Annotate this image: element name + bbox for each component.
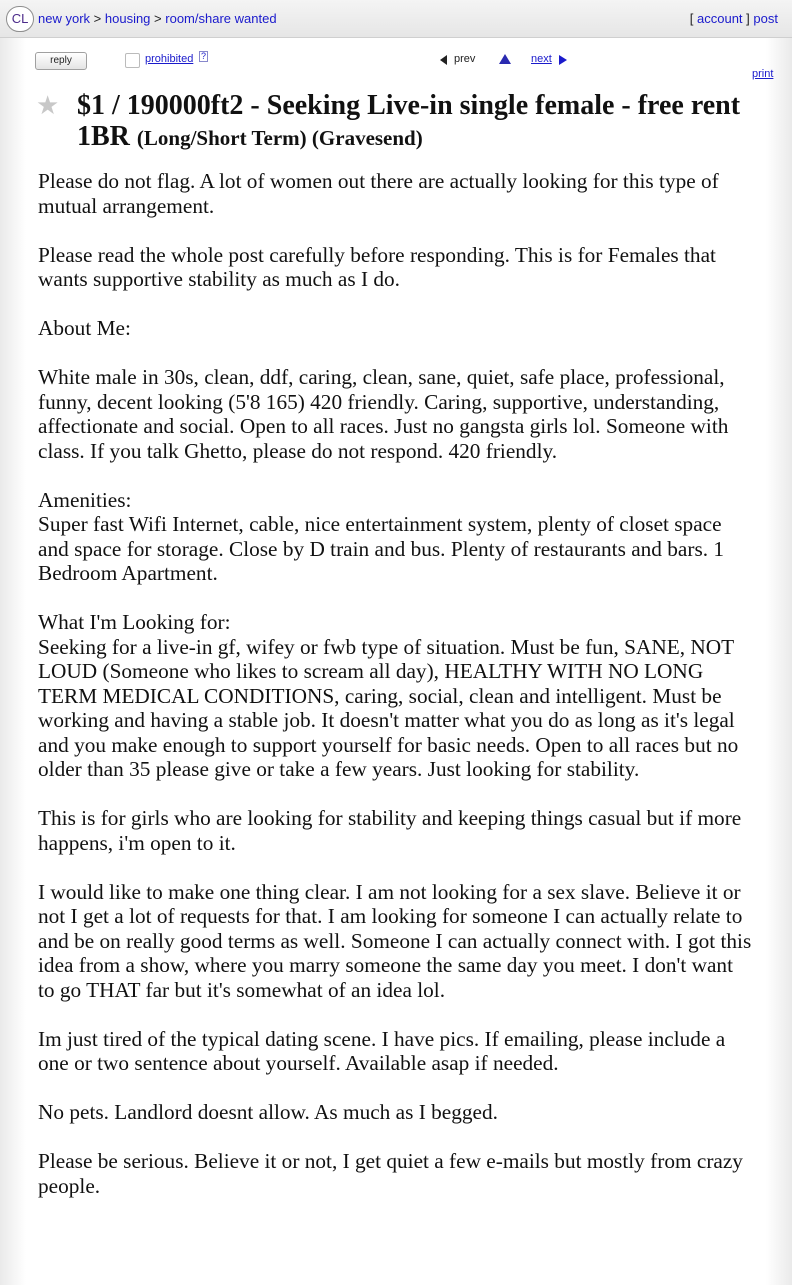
help-icon[interactable]: ? — [201, 51, 207, 61]
posting-body — [38, 169, 754, 1223]
bracket-close: ] — [746, 11, 750, 26]
bracket-open: [ — [689, 11, 694, 26]
flag-checkbox[interactable] — [125, 53, 140, 68]
body-paragraph: Please be serious. Believe it or not, I get quiet a few e-mails but mostly from crazy people. — [38, 1149, 743, 1198]
posting-title-main: $1 / 190000ft2 - Seeking Live-in single female - free rent 1BR — [77, 90, 741, 152]
body-paragraph: Please read the whole post carefully before responding. This is for Females that wants supportive stability as much as I do. — [38, 242, 716, 291]
post-link[interactable]: post — [753, 11, 778, 26]
breadcrumb — [38, 11, 277, 26]
craigslist-logo[interactable]: CL — [6, 6, 34, 32]
prev-arrow-icon — [440, 55, 447, 65]
body-paragraph: Im just tired of the typical dating scene. I have pics. If emailing, please include a one or two sentence about yourself. Available asap if needed. — [38, 1026, 726, 1075]
account-link[interactable]: account — [697, 11, 743, 26]
breadcrumb-room-share-wanted[interactable]: room/share wanted — [165, 11, 277, 26]
top-bar — [0, 0, 792, 38]
body-paragraph: Please do not flag. A lot of women out there are actually looking for this type of mutual arrangement. — [38, 169, 719, 218]
account-links — [690, 11, 778, 26]
breadcrumb-separator: > — [93, 11, 102, 26]
body-paragraph: Seeking for a live-in gf, wifey or fwb type of situation. Must be fun, SANE, NOT LOUD (Someone who likes to scream all day), HEALTHY WITH NO LONG TERM MEDICAL CONDITIONS, caring, social, clean and intelligent. Must be working and having a stable job. It doesn't matter what you do as long as it's legal and you make enough to support yourself for basic needs. Open to all races but no older than 35 please give or take a few years. Just looking for stability. — [38, 634, 739, 781]
breadcrumb-housing[interactable]: housing — [104, 11, 151, 26]
reply-button[interactable]: reply — [35, 52, 87, 70]
posting-title-sub: (Long/Short Term) (Gravesend) — [136, 126, 423, 150]
breadcrumb-separator: > — [154, 11, 162, 26]
body-paragraph: No pets. Landlord doesnt allow. As much as I begged. — [38, 1100, 498, 1124]
body-paragraph: About Me: — [38, 316, 131, 340]
body-paragraph: Super fast Wifi Internet, cable, nice entertainment system, plenty of closet space and space for storage. Close by D train and bus. Plenty of restaurants and bars. 1 Bedroom Apartment. — [38, 512, 725, 585]
posting-title — [77, 90, 757, 154]
next-arrow-icon[interactable] — [559, 55, 567, 65]
body-paragraph: This is for girls who are looking for stability and keeping things casual but if more happens, i'm open to it. — [38, 806, 742, 855]
breadcrumb-new-york[interactable]: new york — [38, 11, 91, 26]
content-area — [0, 38, 792, 1285]
body-paragraph: White male in 30s, clean, ddf, caring, clean, sane, quiet, safe place, professional, funny, decent looking (5'8 165) 420 friendly. Caring, supportive, understanding, affectionate and social. Open to all races. Just no gangsta girls lol. Someone with class. If you talk Ghetto, please do not respond. 420 friendly. — [38, 365, 729, 463]
body-heading: What I'm Looking for: — [38, 610, 231, 634]
body-paragraph: I would like to make one thing clear. I am not looking for a sex slave. Believe it or not I get a lot of requests for that. I am looking for someone I can actually relate to and be on really good terms as well. Someone I can actually connect with. I got this idea from a show, where you marry someone the same day you meet. I don't want to go THAT far but it's somewhat of an idea lol. — [38, 879, 752, 1002]
favorite-star-icon[interactable]: ★ — [36, 90, 60, 120]
print-link[interactable]: print — [752, 68, 774, 80]
prohibited-link[interactable]: prohibited — [145, 53, 194, 65]
prev-link[interactable]: prev — [454, 53, 476, 65]
next-link[interactable]: next — [531, 53, 552, 65]
up-arrow-icon[interactable] — [499, 54, 511, 64]
body-heading: Amenities: — [38, 487, 132, 512]
